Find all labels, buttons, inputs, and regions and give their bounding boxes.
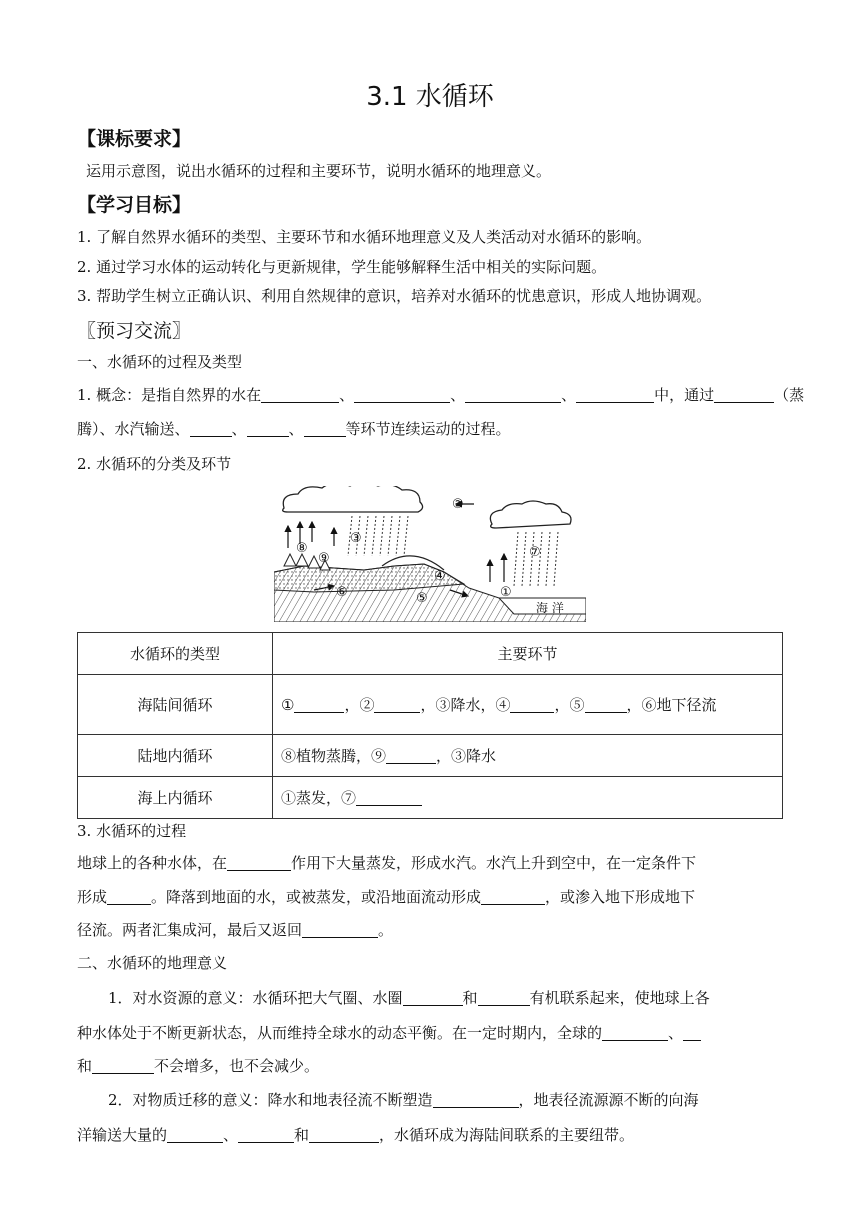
blank-field[interactable] <box>478 989 530 1006</box>
stage-text: ，③降水，④ <box>420 696 511 714</box>
cell-type: 海陆间循环 <box>78 675 273 735</box>
meaning-text: ，地表径流源源不断的向海 <box>518 1091 699 1109</box>
meaning-text: 、 <box>668 1024 684 1042</box>
concept-text-d: 腾）、水汽输送、 <box>77 420 190 438</box>
blank-field[interactable] <box>309 1126 379 1143</box>
meaning-text: 种水体处于不断更新状态，从而维持全球水的动态平衡。在一定时期内，全球的 <box>77 1024 603 1042</box>
cell-type: 海上内循环 <box>78 777 273 819</box>
blank-field[interactable] <box>356 789 422 806</box>
stage-text: ，⑤ <box>554 696 585 714</box>
cell-stages <box>273 735 783 777</box>
stage-text: ① <box>281 696 295 714</box>
meaning1-line-2 <box>77 1022 701 1043</box>
cell-stages <box>273 777 783 819</box>
meaning2-line-1 <box>108 1089 699 1110</box>
ocean-label: 海 洋 <box>536 601 564 615</box>
cell-type: 陆地内循环 <box>78 735 273 777</box>
meaning1-line-3 <box>77 1055 319 1076</box>
table-row <box>78 735 783 777</box>
blank-field[interactable] <box>227 854 291 871</box>
stage-text: ，② <box>344 696 375 714</box>
preview-heading: 〖预习交流〗 <box>77 320 192 342</box>
process-text: ，或渗入地下形成地下 <box>545 888 696 906</box>
concept-line-1 <box>77 384 804 405</box>
table-row <box>78 633 783 675</box>
meaning-text: 洋输送大量的 <box>77 1126 168 1144</box>
process-line-1 <box>77 852 696 873</box>
meaning-text: 和 <box>294 1126 310 1144</box>
blank-field[interactable] <box>481 888 545 905</box>
process-line-3 <box>77 919 393 940</box>
marker-5: ⑤ <box>416 591 428 606</box>
marker-7: ⑦ <box>529 545 541 560</box>
blank-field[interactable] <box>294 696 344 713</box>
marker-1: ① <box>500 585 512 600</box>
goal-item-2: 2. 通过学习水体的运动转化与更新规律，学生能够解释生活中相关的实际问题。 <box>77 258 607 276</box>
process-text: 径流。两者汇集成河，最后又返回 <box>77 921 303 939</box>
separator: 、 <box>561 386 577 404</box>
blank-field[interactable] <box>510 696 554 713</box>
marker-6: ⑥ <box>336 585 348 600</box>
process-text: 。降落到地面的水，或被蒸发，或沿地面流动形成 <box>151 888 482 906</box>
marker-4: ④ <box>434 569 446 584</box>
blank-field[interactable] <box>403 989 463 1006</box>
cell-stages <box>273 675 783 735</box>
process-text: 。 <box>378 921 394 939</box>
concept-text-e: 等环节连续运动的过程。 <box>345 420 511 438</box>
process-heading: 3. 水循环的过程 <box>77 822 187 840</box>
process-line-2 <box>77 886 695 907</box>
marker-3: ③ <box>350 531 362 546</box>
blank-field[interactable] <box>714 386 774 403</box>
concept-text-a: 1. 概念：是指自然界的水在 <box>77 386 262 404</box>
page-title: 3.1 水循环 <box>366 82 494 112</box>
blank-field[interactable] <box>386 747 436 764</box>
standard-text: 运用示意图，说出水循环的过程和主要环节，说明水循环的地理意义。 <box>86 162 552 180</box>
marker-9: ⑨ <box>318 551 330 566</box>
blank-field[interactable] <box>247 420 289 437</box>
goal-item-3: 3. 帮助学生树立正确认识、利用自然规律的意识，培养对水循环的忧患意识，形成人地协调观。 <box>77 287 712 305</box>
stage-text: ，③降水 <box>436 747 497 765</box>
blank-field[interactable] <box>261 386 339 403</box>
meaning-text: 2．对物质迁移的意义：降水和地表径流不断塑造 <box>108 1091 433 1109</box>
cloud-icon <box>490 501 571 528</box>
meaning-text: 有机联系起来，使地球上各 <box>529 989 710 1007</box>
concept-text-c: （蒸 <box>774 386 805 404</box>
cloud-icon <box>283 486 423 512</box>
meaning-text: ，水循环成为海陆间联系的主要纽带。 <box>379 1126 635 1144</box>
blank-field[interactable] <box>602 1024 668 1041</box>
blank-field[interactable] <box>433 1091 519 1108</box>
header-cell-type: 水循环的类型 <box>78 633 273 675</box>
blank-field[interactable] <box>374 696 420 713</box>
marker-8: ⑧ <box>296 541 308 556</box>
marker-2: ② <box>452 497 464 512</box>
meaning-text: 和 <box>77 1057 93 1075</box>
standard-heading: 【课标要求】 <box>77 128 192 150</box>
part1-heading: 一、水循环的过程及类型 <box>77 353 243 371</box>
process-text: 形成 <box>77 888 108 906</box>
table-row <box>78 777 783 819</box>
blank-field[interactable] <box>576 386 654 403</box>
separator: 、 <box>339 386 355 404</box>
blank-field[interactable] <box>107 888 151 905</box>
table-row <box>78 675 783 735</box>
blank-field[interactable] <box>302 921 378 938</box>
water-cycle-diagram <box>274 486 586 622</box>
blank-field[interactable] <box>465 386 561 403</box>
blank-field[interactable] <box>304 420 346 437</box>
stage-text: ⑧植物蒸腾，⑨ <box>281 747 387 765</box>
part2-heading: 二、水循环的地理意义 <box>77 954 228 972</box>
stage-text: ，⑥地下径流 <box>626 696 717 714</box>
blank-field[interactable] <box>354 386 450 403</box>
concept-line-2 <box>77 418 511 439</box>
meaning2-line-2 <box>77 1124 634 1145</box>
blank-field[interactable] <box>167 1126 223 1143</box>
blank-field[interactable] <box>92 1057 154 1074</box>
process-text: 作用下大量蒸发，形成水汽。水汽上升到空中，在一定条件下 <box>291 854 697 872</box>
process-text: 地球上的各种水体，在 <box>77 854 228 872</box>
goal-item-1: 1. 了解自然界水循环的类型、主要环节和水循环地理意义及人类活动对水循环的影响。 <box>77 228 652 246</box>
meaning-text: 不会增多，也不会减少。 <box>154 1057 320 1075</box>
cycle-table <box>77 632 783 819</box>
blank-field[interactable] <box>238 1126 294 1143</box>
header-cell-stages: 主要环节 <box>273 633 783 675</box>
separator: 、 <box>450 386 466 404</box>
blank-field[interactable] <box>585 696 627 713</box>
meaning-text: 1．对水资源的意义：水循环把大气圈、水圈 <box>108 989 403 1007</box>
meaning1-line-1 <box>108 987 710 1008</box>
stage-text: ①蒸发，⑦ <box>281 789 357 807</box>
separator: 、 <box>288 420 304 438</box>
separator: 、 <box>231 420 247 438</box>
goals-heading: 【学习目标】 <box>77 194 192 216</box>
meaning-text: 和 <box>462 989 478 1007</box>
blank-field[interactable] <box>683 1024 701 1041</box>
classification-heading: 2. 水循环的分类及环节 <box>77 455 232 473</box>
concept-text-b: 中，通过 <box>654 386 715 404</box>
blank-field[interactable] <box>190 420 232 437</box>
meaning-text: 、 <box>223 1126 239 1144</box>
